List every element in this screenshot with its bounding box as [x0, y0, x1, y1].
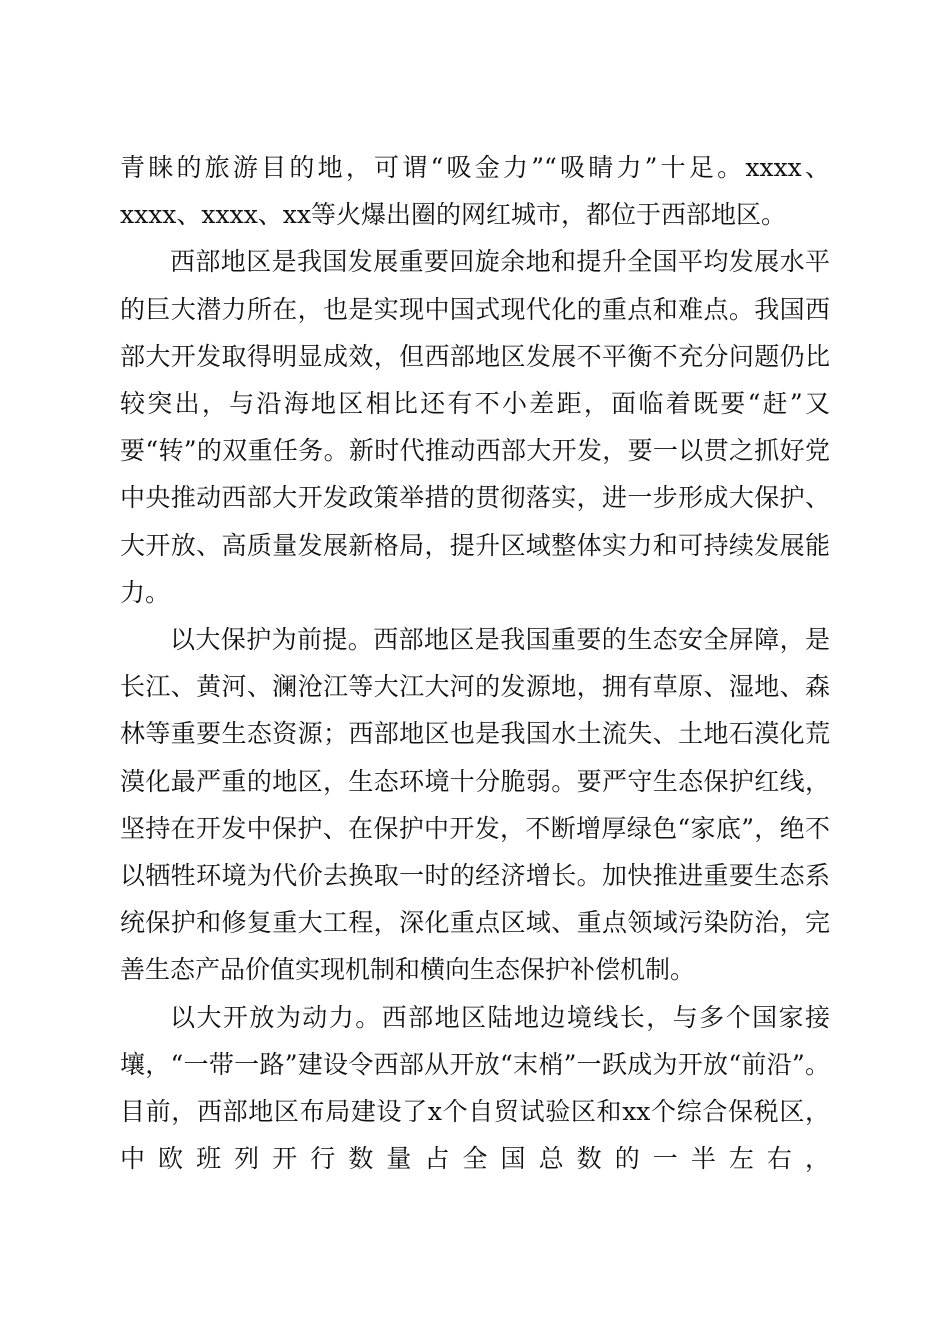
- paragraph-opening-up: 以大开放为动力。西部地区陆地边境线长，与多个国家接壤，“一带一路”建设令西部从开放“末梢”一跃成为开放“前沿”。目前，西部地区布局建设了x个自贸试验区和xx个综合保税区，中欧班列开行数量占全国总数的一半左右，: [120, 1002, 830, 1174]
- document-body: [120, 144, 830, 1182]
- paragraph-western-potential: 西部地区是我国发展重要回旋余地和提升全国平均发展水平的巨大潜力所在，也是实现中国式现代化的重点和难点。我国西部大开发取得明显成效，但西部地区发展不平衡不充分问题仍比较突出，与沿海地区相比还有不小差距，面临着既要“赶”又要“转”的双重任务。新时代推动西部大开发，要一以贯之抓好党中央推动西部大开发政策举措的贯彻落实，进一步形成大保护、大开放、高质量发展新格局，提升区域整体实力和可持续发展能力。: [120, 247, 830, 607]
- paragraph-ecological-protection: 以大保护为前提。西部地区是我国重要的生态安全屏障，是长江、黄河、澜沧江等大江大河的发源地，拥有草原、湿地、森林等重要生态资源；西部地区也是我国水土流失、土地石漠化荒漠化最严重的地区，生态环境十分脆弱。要严守生态保护红线，坚持在开发中保护、在保护中开发，不断增厚绿色“家底”，绝不以牺牲环境为代价去换取一时的经济增长。加快推进重要生态系统保护和修复重大工程，深化重点区域、重点领域污染防治，完善生态产品价值实现机制和横向生态保护补偿机制。: [120, 625, 830, 985]
- paragraph-continued: 青睐的旅游目的地，可谓“吸金力”“吸睛力”十足。xxxx、xxxx、xxxx、xx等火爆出圈的网红城市，都位于西部地区。: [120, 153, 830, 230]
